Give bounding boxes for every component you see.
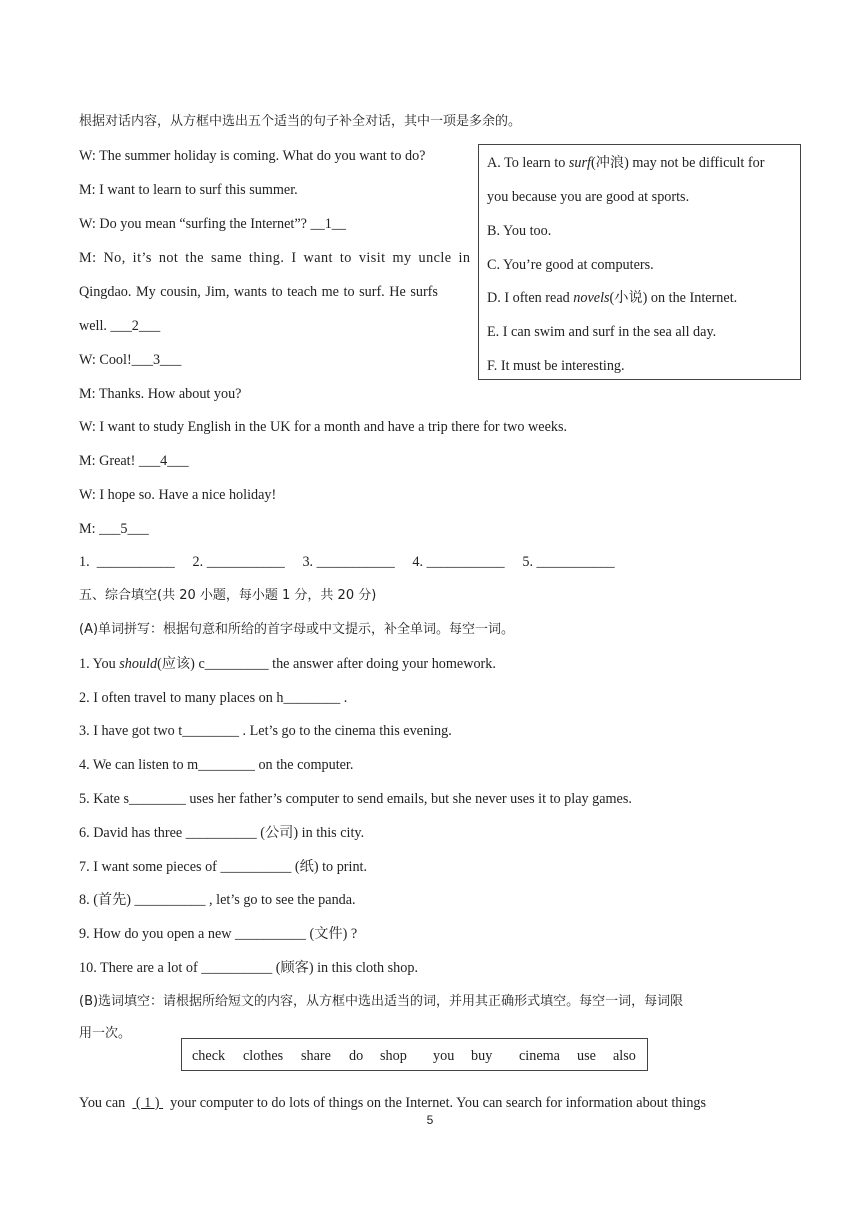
dialogue-line: W: I want to study English in the UK for a month and have a trip there for two weeks. [79,419,568,435]
word-bank-item: shop [380,1048,407,1064]
option-e: E. I can swim and surf in the sea all day. [487,324,717,340]
dialogue-line: Qingdao. My cousin, Jim, wants to teach me to surf. He surfs [79,284,438,300]
option-a: A. To learn to surf(冲浪) may not be difficult for [487,155,765,171]
part-b-title-continued: 用一次。 [79,1026,132,1041]
question-4: 4. We can listen to m________ on the computer. [79,757,354,773]
answer-blanks: 1. ___________ 2. ___________ 3. ___________ 4. ___________ 5. ___________ [79,554,615,570]
question-7: 7. I want some pieces of __________ (纸) to print. [79,859,368,875]
question-9: 9. How do you open a new __________ (文件) ? [79,926,358,942]
section-title: 五、综合填空(共 20 小题，每小题 1 分，共 20 分) [79,588,377,603]
word-bank-item: also [613,1048,636,1064]
part-a-title: (A)单词拼写：根据句意和所给的首字母或中文提示，补全单词。每空一词。 [79,622,515,637]
option-b: B. You too. [487,223,552,239]
word-bank-item: buy [471,1048,493,1064]
word-bank-item: share [301,1048,331,1064]
dialogue-line: M: Thanks. How about you? [79,386,242,402]
question-5: 5. Kate s________ uses her father’s computer to send emails, but she never uses it to play games. [79,791,632,807]
dialogue-line: W: Do you mean “surfing the Internet”? __1__ [79,216,346,232]
passage-blank: ( 1 ) [132,1095,164,1111]
word-bank-item: check [192,1048,226,1064]
question-6: 6. David has three __________ (公司) in this city. [79,825,365,841]
word-bank-item: use [577,1048,596,1064]
option-c: C. You’re good at computers. [487,257,654,273]
question-3: 3. I have got two t________ . Let’s go to the cinema this evening. [79,723,452,739]
dialogue-line: M: Great! ___4___ [79,453,189,469]
dialogue-line: M: ___5___ [79,521,149,537]
question-8: 8. (首先) __________ , let’s go to see the panda. [79,892,356,908]
dialogue-line: W: The summer holiday is coming. What do you want to do? [79,148,426,164]
instruction-text: 根据对话内容，从方框中选出五个适当的句子补全对话，其中一项是多余的。 [79,114,522,129]
word-bank-box [181,1038,648,1071]
dialogue-line: well. ___2___ [79,318,161,334]
question-2: 2. I often travel to many places on h________ . [79,690,348,706]
word-bank-item: do [349,1048,364,1064]
word-bank-item: you [433,1048,455,1064]
passage-line: You can ( 1 ) your computer to do lots of things on the Internet. You can search for information about things [79,1095,707,1111]
part-b-title: (B)选词填空：请根据所给短文的内容，从方框中选出适当的词，并用其正确形式填空。每空一词，每词限 [79,994,684,1009]
options-box [478,144,801,380]
option-f: F. It must be interesting. [487,358,625,374]
dialogue-line: W: I hope so. Have a nice holiday! [79,487,277,503]
option-d: D. I often read novels(小说) on the Internet. [487,290,738,306]
dialogue-line: M: No, it’s not the same thing. I want to visit my uncle in [79,250,471,266]
dialogue-line: W: Cool!___3___ [79,352,182,368]
word-bank-item: clothes [243,1048,284,1064]
dialogue-line: M: I want to learn to surf this summer. [79,182,298,198]
option-a-continued: you because you are good at sports. [487,189,690,205]
question-1: 1. You should(应该) c_________ the answer after doing your homework. [79,656,496,672]
page-number: 5 [426,1113,434,1127]
question-10: 10. There are a lot of __________ (顾客) in this cloth shop. [79,960,418,976]
word-bank-item: cinema [519,1048,560,1064]
